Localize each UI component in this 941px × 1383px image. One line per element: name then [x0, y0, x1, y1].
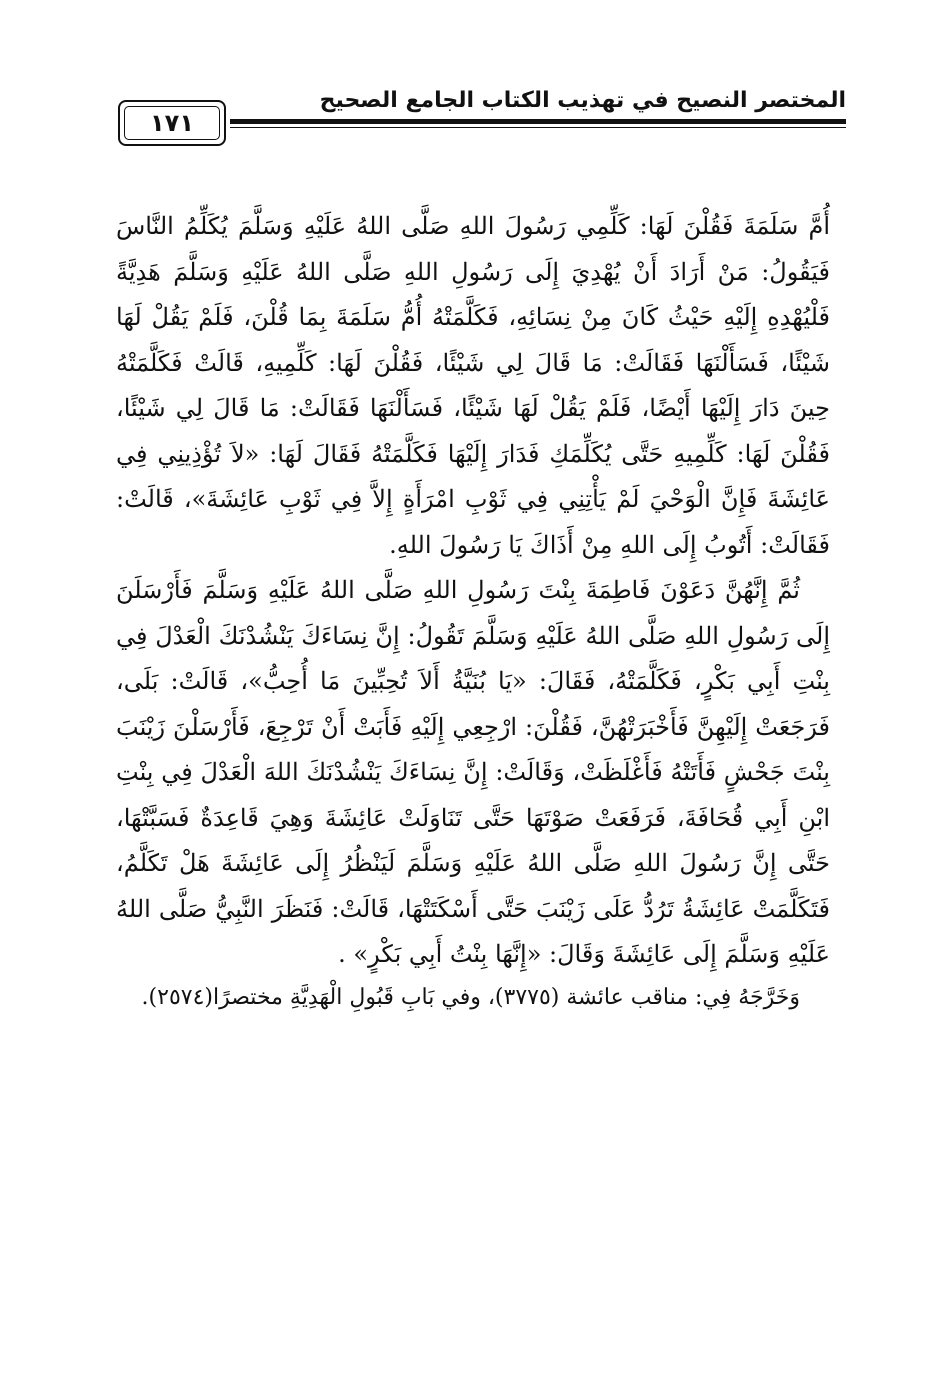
body-text	[116, 204, 830, 1018]
page-header	[118, 86, 846, 156]
paragraph-fatima-zaynab: ثُمَّ إِنَّهُنَّ دَعَوْنَ فَاطِمَةَ بِنْتَ رَسُولِ اللهِ صَلَّى اللهُ عَلَيْهِ وَسَلَّمَ فَأَرْسَلَنَ إِلَى رَسُولِ اللهِ صَلَّى اللهُ عَلَيْهِ وَسَلَّمَ تَقُولُ: إِنَّ نِسَاءَكَ يَنْشُدْنَكَ الْعَدْلَ فِي بِنْتِ أَبِي بَكْرٍ، فَكَلَّمَتْهُ، فَقَالَ: «يَا بُنَيَّةُ أَلاَ تُحِبِّينَ مَا أُحِبُّ»، قَالَتْ: بَلَى، فَرَجَعَتْ إِلَيْهِنَّ فَأَخْبَرَتْهُنَّ، فَقُلْنَ: ارْجِعِي إِلَيْهِ فَأَبَتْ أَنْ تَرْجِعَ، فَأَرْسَلْنَ زَيْنَبَ بِنْتَ جَحْشٍ فَأَتَتْهُ فَأَغْلَظَتْ، وَقَالَتْ: إِنَّ نِسَاءَكَ يَنْشُدْنَكَ اللهَ الْعَدْلَ فِي بِنْتِ ابْنِ أَبِي قُحَافَةَ، فَرَفَعَتْ صَوْتَهَا حَتَّى تَنَاوَلَتْ عَائِشَةَ وَهِيَ قَاعِدَةٌ فَسَبَّتْهَا، حَتَّى إِنَّ رَسُولَ اللهِ صَلَّى اللهُ عَلَيْهِ وَسَلَّمَ لَيَنْظُرُ إِلَى عَائِشَةَ هَلْ تَكَلَّمُ، فَتَكَلَّمَتْ عَائِشَةُ تَرُدُّ عَلَى زَيْنَبَ حَتَّى أَسْكَتَتْهَا، قَالَتْ: فَنَظَرَ النَّبِيُّ صَلَّى اللهُ عَلَيْهِ وَسَلَّمَ إِلَى عَائِشَةَ وَقَالَ: «إِنَّهَا بِنْتُ أَبِي بَكْرٍ» .	[116, 576, 830, 968]
header-rule-thick	[230, 119, 846, 124]
page-number-box	[118, 100, 226, 146]
header-rule-thin	[230, 127, 846, 128]
page-number: ١٧١	[150, 109, 194, 137]
paragraph-hadith-continuation: أُمَّ سَلَمَةَ فَقُلْنَ لَهَا: كَلِّمِي رَسُولَ اللهِ صَلَّى اللهُ عَلَيْهِ وَسَلَّمَ يُكَلِّمُ النَّاسَ فَيَقُولُ: مَنْ أَرَادَ أَنْ يُهْدِيَ إِلَى رَسُولِ اللهِ صَلَّى اللهُ عَلَيْهِ وَسَلَّمَ هَدِيَّةً فَلْيُهْدِهِ إِلَيْهِ حَيْثُ كَانَ مِنْ نِسَائِهِ، فَكَلَّمَتْهُ أُمُّ سَلَمَةَ بِمَا قُلْنَ، فَلَمْ يَقُلْ لَهَا شَيْئًا، فَسَأَلْنَهَا فَقَالَتْ: مَا قَالَ لِي شَيْئًا، فَقُلْنَ لَهَا: كَلِّمِيهِ، قَالَتْ فَكَلَّمَتْهُ حِينَ دَارَ إِلَيْهَا أَيْضًا، فَلَمْ يَقُلْ لَهَا شَيْئًا، فَسَأَلْنَهَا فَقَالَتْ: مَا قَالَ لِي شَيْئًا، فَقُلْنَ لَهَا: كَلِّمِيهِ حَتَّى يُكَلِّمَكِ فَدَارَ إِلَيْهَا فَكَلَّمَتْهُ فَقَالَ لَهَا: «لاَ تُؤْذِينِي فِي عَائِشَةَ فَإِنَّ الْوَحْيَ لَمْ يَأْتِنِي فِي ثَوْبِ امْرَأَةٍ إِلاَّ فِي ثَوْبِ عَائِشَةَ»، قَالَتْ: فَقَالَتْ: أَتُوبُ إِلَى اللهِ مِنْ أَذَاكَ يَا رَسُولَ اللهِ.	[116, 212, 830, 559]
paragraph-takhrij: وَخَرَّجَهُ فِي: مناقب عائشة (٣٧٧٥)، وفي بَابِ قَبُولِ الْهَدِيَّةِ مختصرًا(٢٥٧٤).	[141, 984, 800, 1010]
running-title: المختصر النصيح في تهذيب الكتاب الجامع الصحيح	[319, 88, 846, 113]
